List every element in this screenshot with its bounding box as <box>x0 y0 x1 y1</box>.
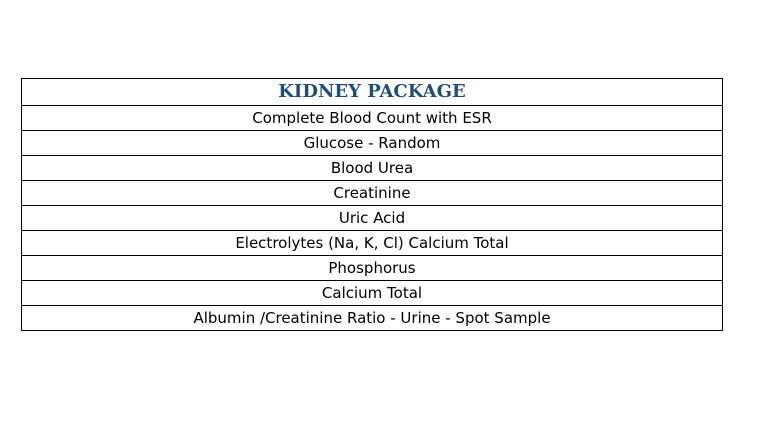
table-row <box>22 256 723 281</box>
kidney-package-table <box>21 78 723 331</box>
table-row <box>22 181 723 206</box>
test-name-cell: Phosphorus <box>22 256 723 281</box>
test-name-cell: Creatinine <box>22 181 723 206</box>
test-name-cell: Uric Acid <box>22 206 723 231</box>
test-name-cell: Calcium Total <box>22 281 723 306</box>
table-row <box>22 156 723 181</box>
table-row <box>22 306 723 331</box>
test-name-cell: Electrolytes (Na, K, Cl) Calcium Total <box>22 231 723 256</box>
package-title: KIDNEY PACKAGE <box>22 79 723 106</box>
table-row <box>22 106 723 131</box>
table-header-row <box>22 79 723 106</box>
table-row <box>22 231 723 256</box>
table-row <box>22 281 723 306</box>
test-name-cell: Blood Urea <box>22 156 723 181</box>
table-row <box>22 206 723 231</box>
test-name-cell: Albumin /Creatinine Ratio - Urine - Spot Sample <box>22 306 723 331</box>
table-row <box>22 131 723 156</box>
test-name-cell: Complete Blood Count with ESR <box>22 106 723 131</box>
test-name-cell: Glucose - Random <box>22 131 723 156</box>
